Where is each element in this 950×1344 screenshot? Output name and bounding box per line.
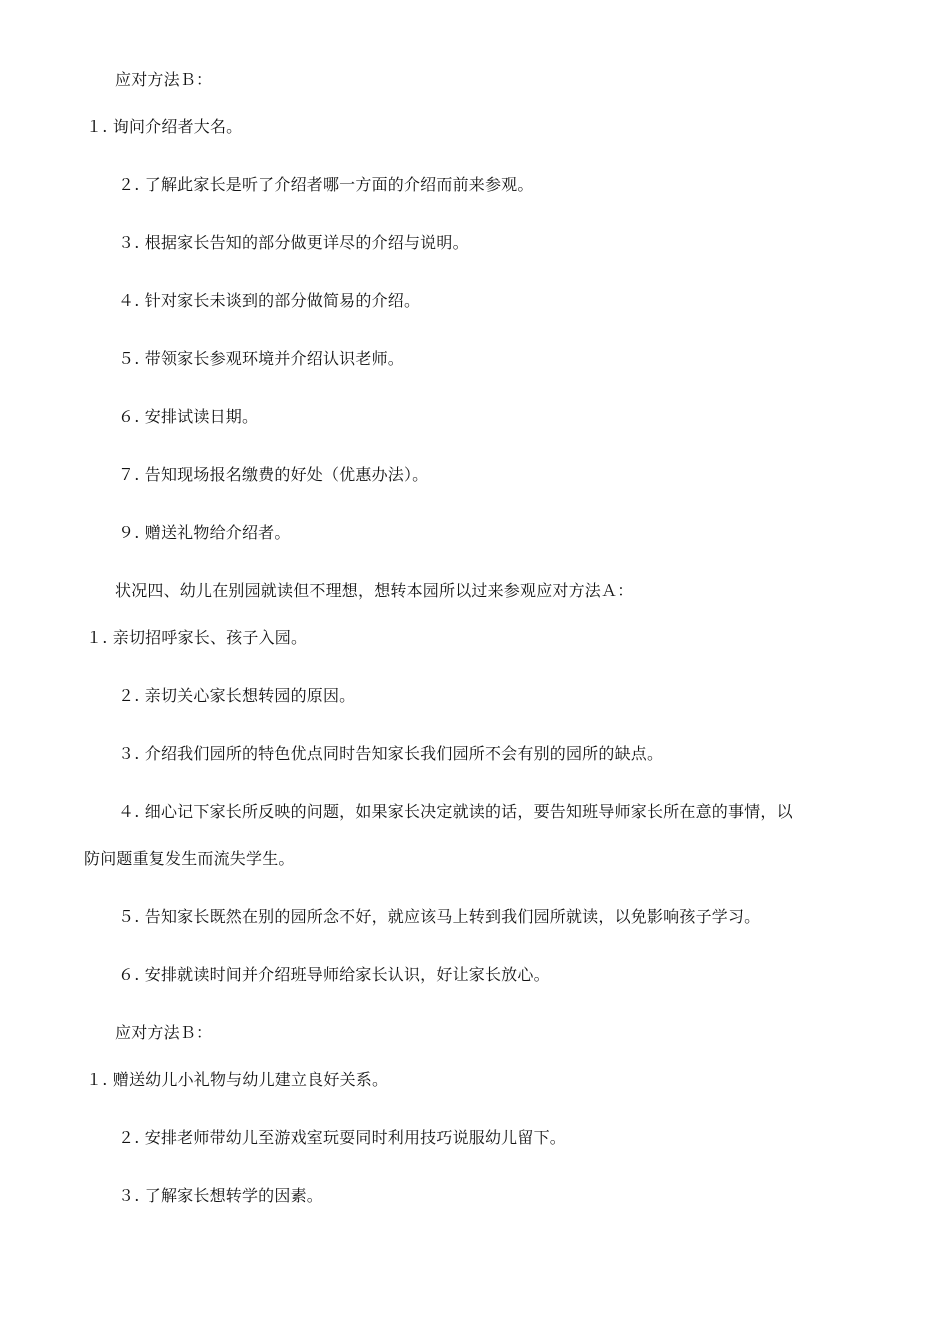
list-item-continuation: 防问题重复发生而流失学生。 [84,849,295,868]
list-item: １. 询问介绍者大名。 [86,117,243,136]
list-item: ４. 细心记下家长所反映的问题，如果家长决定就读的话，要告知班导师家长所在意的事情，以 [118,802,793,821]
list-item: ２. 亲切关心家长想转园的原因。 [118,686,356,705]
list-item: ３. 根据家长告知的部分做更详尽的介绍与说明。 [118,233,469,252]
heading-method-b-2: 应对方法Ｂ： [115,1023,213,1042]
list-item: ３. 了解家长想转学的因素。 [118,1186,323,1205]
list-item: ７. 告知现场报名缴费的好处（优惠办法）。 [118,465,429,484]
list-item: １. 赠送幼儿小礼物与幼儿建立良好关系。 [86,1070,389,1089]
list-item: ２. 了解此家长是听了介绍者哪一方面的介绍而前来参观。 [118,175,534,194]
list-item: ９. 赠送礼物给介绍者。 [118,523,291,542]
list-item: ４. 针对家长未谈到的部分做简易的介绍。 [118,291,421,310]
list-item: ６. 安排试读日期。 [118,407,259,426]
list-item: ５. 带领家长参观环境并介绍认识老师。 [118,349,404,368]
section-heading-situation-4: 状况四、幼儿在别园就读但不理想，想转本园所以过来参观应对方法Ａ： [115,581,634,600]
list-item: ６. 安排就读时间并介绍班导师给家长认识，好让家长放心。 [118,965,550,984]
list-item: ３. 介绍我们园所的特色优点同时告知家长我们园所不会有别的园所的缺点。 [118,744,664,763]
heading-method-b-1: 应对方法Ｂ： [115,70,213,89]
list-item: １. 亲切招呼家长、孩子入园。 [86,628,308,647]
list-item: ２. 安排老师带幼儿至游戏室玩耍同时利用技巧说服幼儿留下。 [118,1128,566,1147]
list-item: ５. 告知家长既然在别的园所念不好，就应该马上转到我们园所就读，以免影响孩子学习。 [118,907,761,926]
